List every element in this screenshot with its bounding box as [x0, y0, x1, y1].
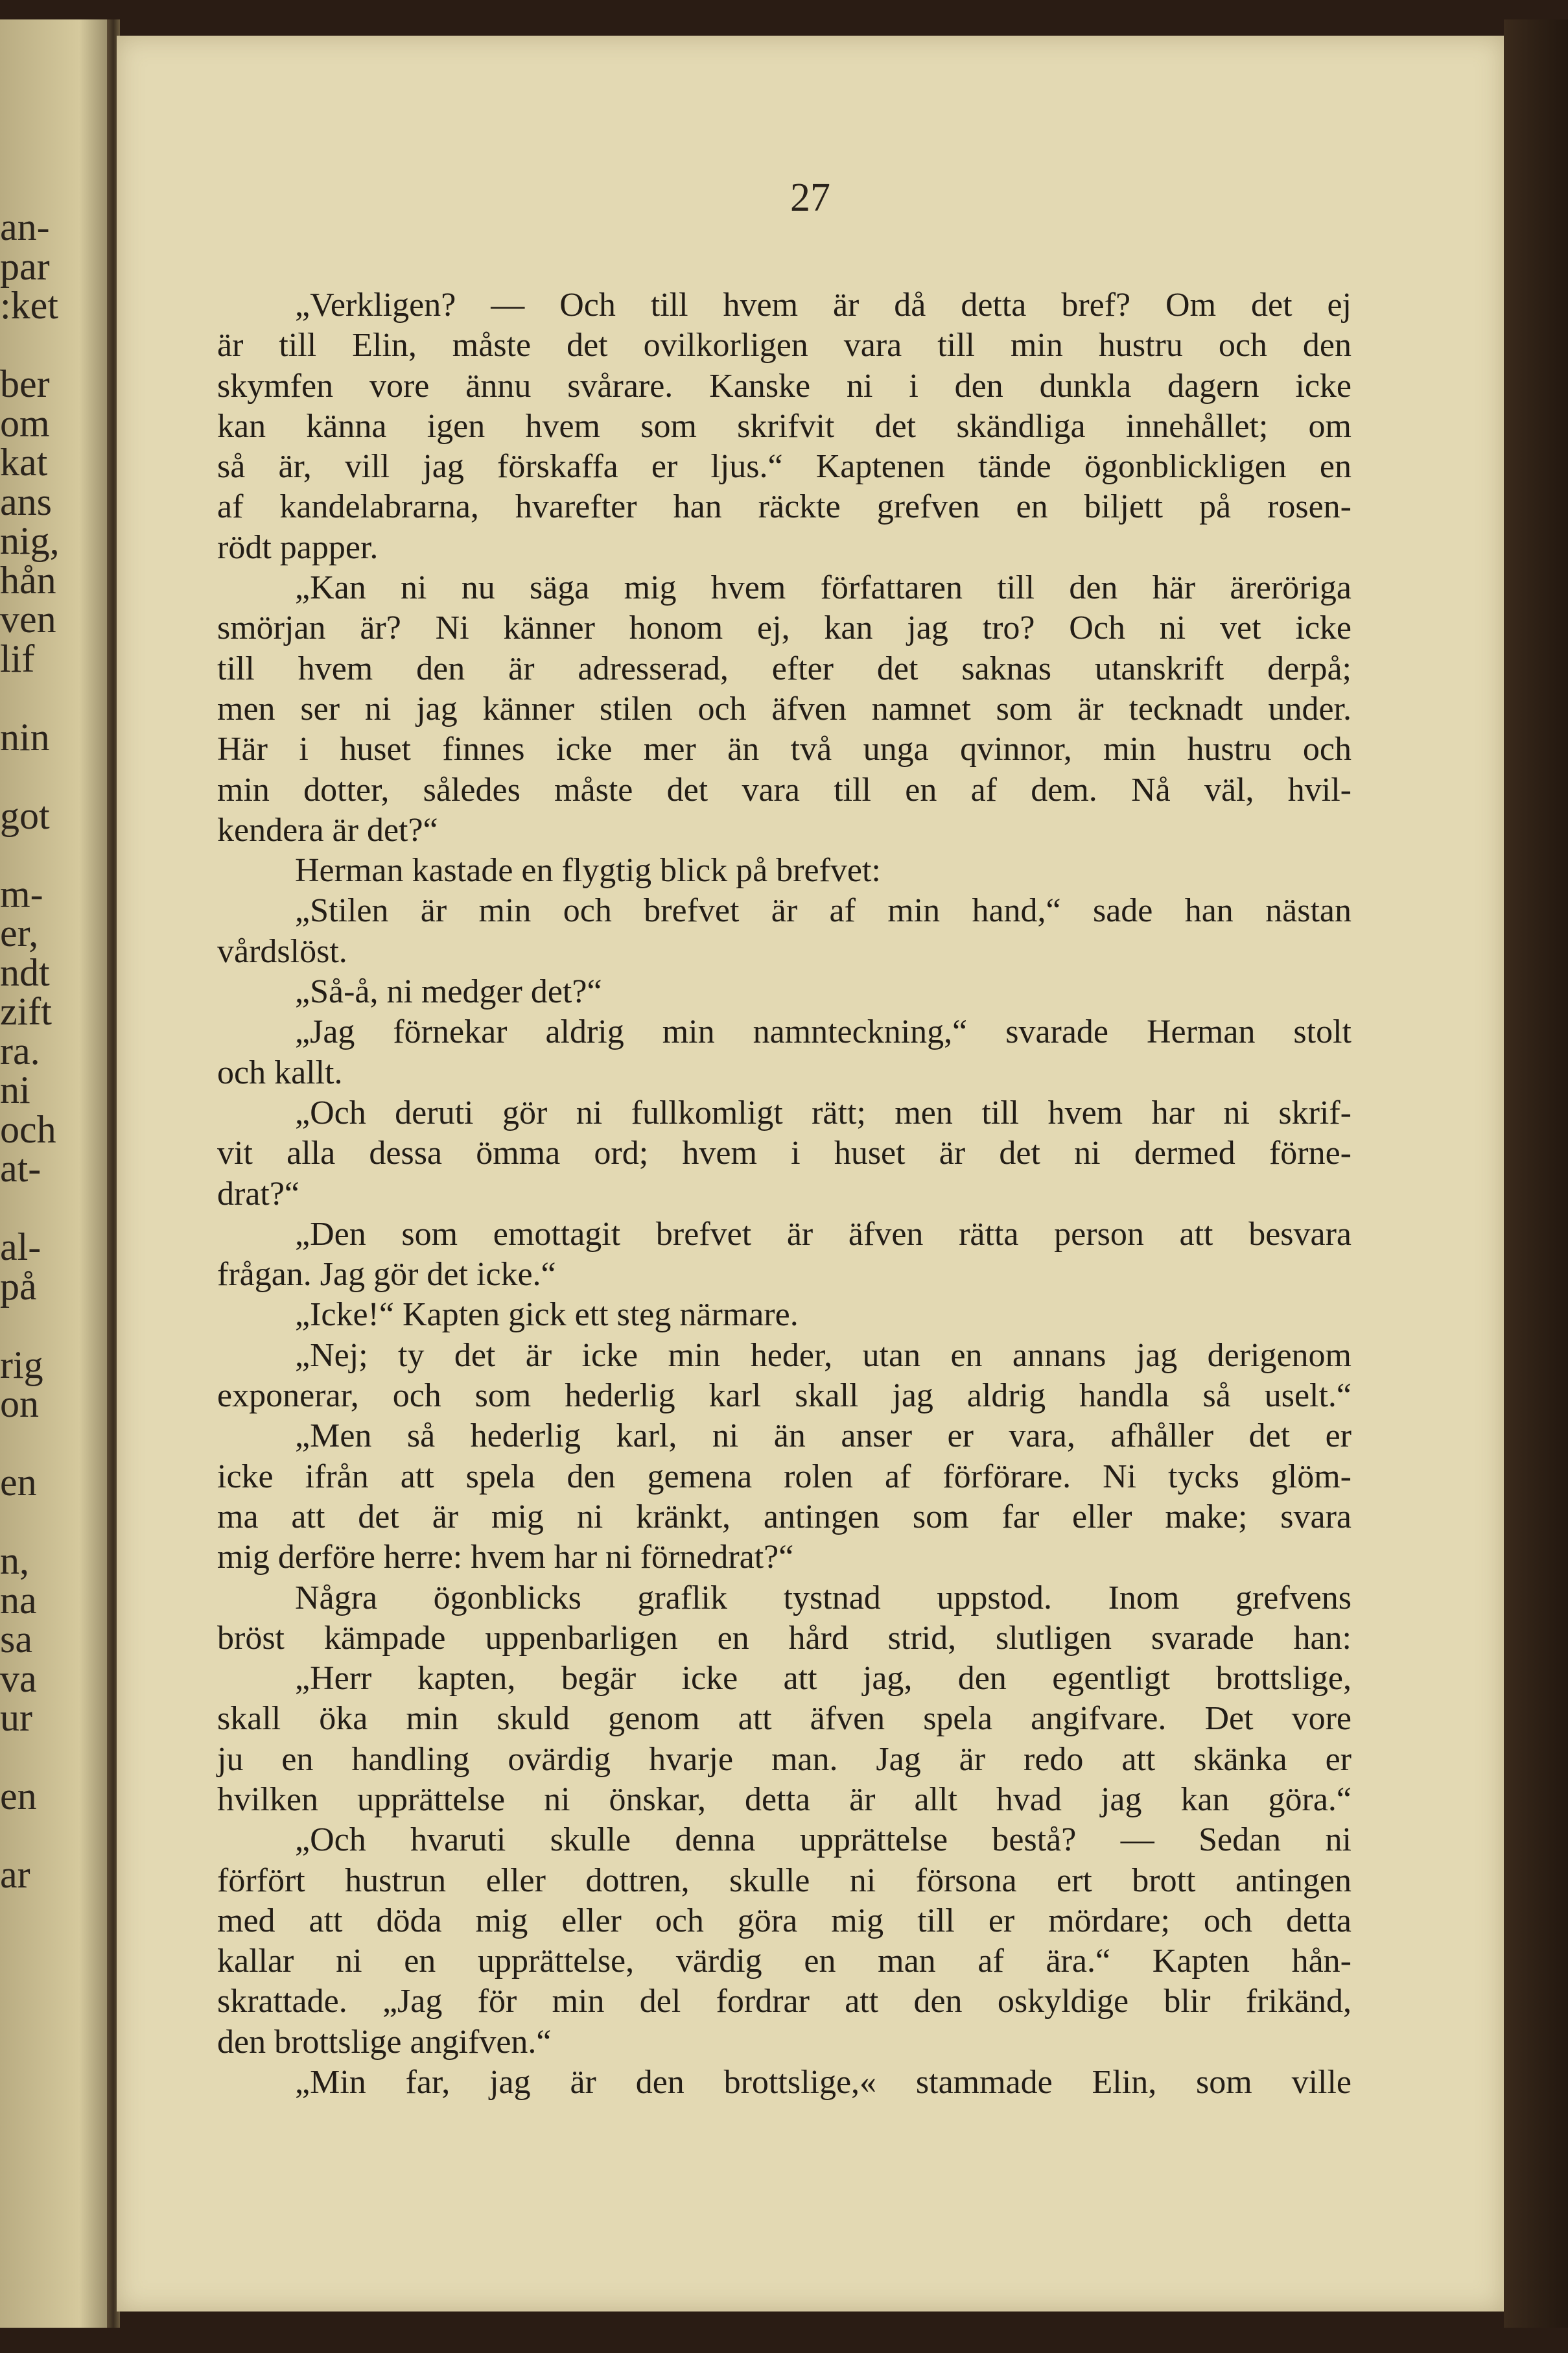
left-page-fragment: par [0, 244, 50, 288]
left-page-fragment: ur [0, 1696, 32, 1739]
left-page-edge [0, 19, 113, 2328]
text-line: mig derföre herre: hvem har ni förnedrat?“ [217, 1539, 794, 1576]
left-page-fragment: al- [0, 1225, 41, 1268]
left-page-fragment: och [0, 1107, 56, 1151]
left-page-fragment: nin [0, 715, 50, 759]
text-line: „Kan ni nu säga mig hvem författaren till den här äreröriga [295, 569, 1352, 607]
text-line: Här i huset finnes icke mer än två unga qvinnor, min hustru och [217, 731, 1352, 768]
text-line: „Icke!“ Kapten gick ett steg närmare. [295, 1296, 799, 1334]
text-line: „Men så hederlig karl, ni än anser er vara, afhåller det er [295, 1417, 1352, 1455]
left-page-fragment: ven [0, 598, 56, 641]
left-page-fragment: got [0, 794, 50, 837]
left-page-fragment: på [0, 1264, 37, 1308]
text-line: skymfen vore ännu svårare. Kanske ni i den dunkla dagern icke [217, 367, 1352, 405]
text-line: kallar ni en upprättelse, värdig en man af ära.“ Kapten hån- [217, 1943, 1352, 1980]
book-page [117, 36, 1504, 2312]
left-page-fragment: an- [0, 206, 50, 248]
left-page-fragment: er, [0, 912, 39, 954]
text-line: till hvem den är adresserad, efter det saknas utanskrift derpå; [217, 650, 1352, 687]
text-line: kendera är det?“ [217, 811, 438, 849]
left-page-fragment: ra. [0, 1029, 40, 1072]
page-number: 27 [790, 176, 830, 220]
left-page-fragment: kat [0, 441, 48, 484]
left-page-fragment: en [0, 1461, 37, 1504]
book-cover-edge [1504, 19, 1568, 2328]
text-line: exponerar, och som hederlig karl skall jag aldrig handla så uselt.“ [217, 1377, 1352, 1415]
left-page-fragment: rig [0, 1343, 43, 1386]
text-line: och kallt. [217, 1054, 343, 1091]
text-line: den brottslige angifven.“ [217, 2023, 552, 2061]
text-line: hvilken upprättelse ni önskar, detta är allt hvad jag kan göra.“ [217, 1780, 1352, 1818]
text-line: „Den som emottagit brefvet är äfven rätta person att besvara [295, 1215, 1352, 1253]
text-line: „Min far, jag är den brottslige,« stammade Elin, som ville [295, 2064, 1352, 2101]
text-line: „Så-å, ni medger det?“ [295, 973, 602, 1011]
left-page-fragment: ber [0, 362, 50, 405]
text-line: ju en handling ovärdig hvarje man. Jag är redo att skänka er [217, 1740, 1352, 1778]
text-line: kan känna igen hvem som skrifvit det skändliga innehållet; om [217, 407, 1352, 445]
text-line: smörjan är? Ni känner honom ej, kan jag tro? Och ni vet icke [217, 609, 1352, 647]
text-line: vårdslöst. [217, 932, 347, 970]
text-line: drat?“ [217, 1175, 300, 1212]
left-page-fragment: m- [0, 872, 43, 916]
left-page-fragment: en [0, 1775, 37, 1817]
left-page-fragment: ndt [0, 951, 50, 994]
left-page-fragment: om [0, 401, 50, 445]
text-line: så är, vill jag förskaffa er ljus.“ Kaptenen tände ögonblickligen en [217, 448, 1352, 486]
text-line: ma att det är mig ni kränkt, antingen som far eller make; svara [217, 1498, 1352, 1535]
text-line: icke ifrån att spela den gemena rolen af förförare. Ni tycks glöm- [217, 1458, 1352, 1495]
text-line: är till Elin, måste det ovilkorligen vara till min hustru och den [217, 327, 1352, 364]
left-page-fragment: n, [0, 1539, 29, 1582]
left-page-fragment: hån [0, 558, 56, 602]
text-line: „Stilen är min och brefvet är af min hand,“ sade han nästan [295, 892, 1352, 930]
left-page-fragment: ar [0, 1853, 30, 1896]
text-line: vit alla dessa ömma ord; hvem i huset är det ni dermed förne- [217, 1135, 1352, 1172]
left-page-fragment: lif [0, 637, 35, 680]
text-line: „Och deruti gör ni fullkomligt rätt; men till hvem har ni skrif- [295, 1094, 1352, 1131]
text-line: „Nej; ty det är icke min heder, utan en annans jag derigenom [295, 1336, 1352, 1374]
left-page-fragment: ni [0, 1069, 30, 1111]
left-page-fragment: va [0, 1657, 37, 1700]
text-line: „Jag förnekar aldrig min namnteckning,“ svarade Herman stolt [295, 1013, 1352, 1051]
text-line: förfört hustrun eller dottren, skulle ni försona ert brott antingen [217, 1862, 1352, 1899]
text-line: frågan. Jag gör det icke.“ [217, 1256, 556, 1294]
left-page-fragment: at- [0, 1147, 41, 1190]
page-text [217, 285, 1352, 2103]
left-page-fragment: on [0, 1382, 39, 1425]
text-line: Några ögonblicks graflik tystnad uppstod. Inom grefvens [295, 1579, 1352, 1616]
text-line: „Och hvaruti skulle denna upprättelse bestå? — Sedan ni [295, 1821, 1352, 1859]
text-line: rödt papper. [217, 528, 379, 566]
text-line: skall öka min skuld genom att äfven spela angifvare. Det vore [217, 1700, 1352, 1738]
text-line: med att döda mig eller och göra mig till er mördare; och detta [217, 1902, 1352, 1939]
text-line: „Verkligen? — Och till hvem är då detta bref? Om det ej [295, 287, 1352, 324]
left-page-fragment: :ket [0, 284, 58, 327]
text-line: af kandelabrarna, hvarefter han räckte grefven en biljett på rosen- [217, 488, 1352, 526]
text-line: bröst kämpade uppenbarligen en hård strid, slutligen svarade han: [217, 1619, 1352, 1657]
left-page-fragment: na [0, 1578, 37, 1622]
text-line: men ser ni jag känner stilen och äfven namnet som är tecknadt under. [217, 690, 1352, 727]
left-page-fragment: nig, [0, 519, 60, 562]
left-page-fragment: zift [0, 990, 52, 1033]
left-page-fragment: ans [0, 480, 52, 523]
left-page-fragment: sa [0, 1618, 32, 1661]
text-line: Herman kastade en flygtig blick på brefvet: [295, 852, 881, 890]
text-line: skrattade. „Jag för min del fordrar att den oskyldige blir frikänd, [217, 1983, 1352, 2020]
text-line: min dotter, således måste det vara till en af dem. Nå väl, hvil- [217, 771, 1352, 809]
text-line: „Herr kapten, begär icke att jag, den egentligt brottslige, [295, 1660, 1352, 1697]
